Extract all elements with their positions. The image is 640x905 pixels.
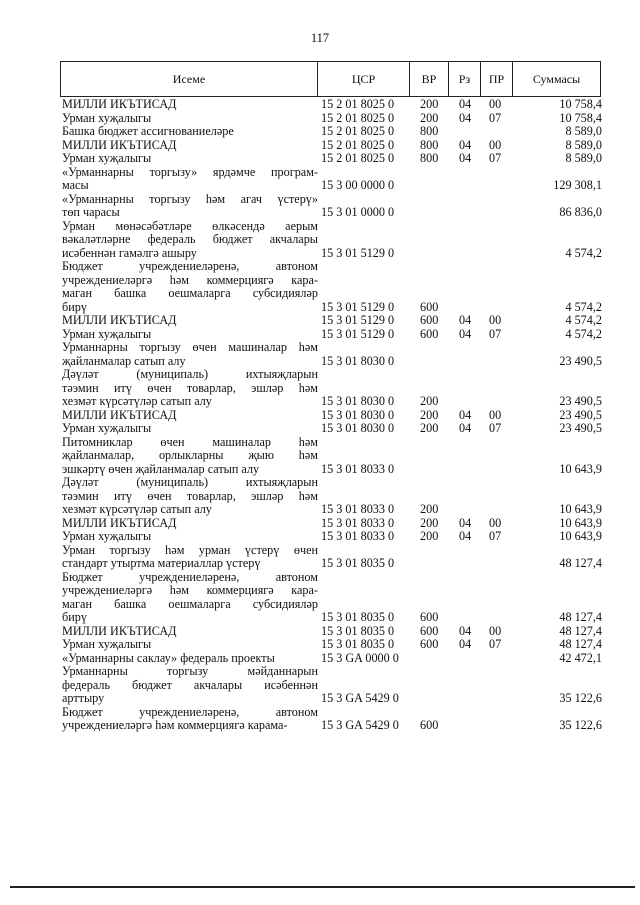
table-row bbox=[62, 476, 602, 517]
row-sum: 23 490,5 bbox=[559, 394, 602, 408]
row-name-line: МИЛЛИ ИКЪТИСАД bbox=[62, 515, 177, 530]
row-name-line: Урманнарны торгызу мәйданнарын bbox=[62, 664, 318, 678]
row-vr: 600 bbox=[420, 299, 439, 314]
table-row bbox=[62, 530, 602, 544]
table-row bbox=[62, 193, 602, 220]
row-name-line: Урман мөнәсәбәтләре өлкәсендә аерым bbox=[62, 218, 318, 233]
row-vr: 600 bbox=[420, 313, 439, 327]
table-row bbox=[62, 98, 602, 112]
row-sum: 4 574,2 bbox=[565, 313, 602, 327]
row-csr: 15 2 01 8025 0 bbox=[321, 151, 395, 165]
table-row bbox=[62, 260, 602, 314]
row-csr: 15 3 01 8035 0 bbox=[321, 610, 395, 624]
row-name-line: Урман хуҗалыгы bbox=[62, 421, 152, 435]
row-name-line: МИЛЛИ ИКЪТИСАД bbox=[62, 97, 177, 111]
row-csr: 15 3 01 8030 0 bbox=[321, 353, 395, 368]
row-name bbox=[62, 368, 318, 409]
row-csr: 15 3 01 8030 0 bbox=[321, 394, 395, 408]
row-name-line: МИЛЛИ ИКЪТИСАД bbox=[62, 407, 177, 422]
row-csr: 15 3 01 8030 0 bbox=[321, 421, 395, 435]
row-name-line: вәкаләтләрне федераль бюджет акчалары bbox=[62, 232, 318, 246]
row-name-line: «Урманнарны саклау» федераль проекты bbox=[62, 650, 275, 665]
row-sum: 8 589,0 bbox=[565, 124, 602, 138]
row-sum: 10 643,9 bbox=[559, 529, 602, 543]
table-row bbox=[62, 544, 602, 571]
row-name-line: хезмәт күрсәтүләр сатып алу bbox=[62, 502, 212, 516]
row-sum: 10 758,4 bbox=[559, 97, 602, 111]
row-name bbox=[62, 517, 318, 531]
table-row bbox=[62, 166, 602, 193]
row-name-line: исәбеннән гамәлгә ашыру bbox=[62, 245, 197, 260]
table-row bbox=[62, 436, 602, 477]
row-name-line: Урман хуҗалыгы bbox=[62, 326, 152, 341]
row-csr: 15 3 01 8033 0 bbox=[321, 502, 395, 516]
row-name-line: җайланмалар сатып алу bbox=[62, 353, 186, 368]
row-name bbox=[62, 571, 318, 625]
row-rz: 04 bbox=[459, 637, 472, 651]
row-csr: 15 3 GA 0000 0 bbox=[321, 650, 399, 665]
row-name bbox=[62, 706, 318, 733]
table-row bbox=[62, 314, 602, 328]
row-pr: 07 bbox=[489, 529, 502, 543]
row-name-line: маган башка оешмаларга субсидияләр bbox=[62, 596, 318, 611]
row-sum: 23 490,5 bbox=[559, 421, 602, 435]
row-sum: 10 643,9 bbox=[559, 461, 602, 476]
row-name bbox=[62, 314, 318, 328]
row-name-line: федераль бюджет акчалары исәбеннән bbox=[62, 677, 318, 692]
row-name-line: «Урманнарны торгызу» ярдәмче програм- bbox=[62, 164, 318, 179]
table-row bbox=[62, 112, 602, 126]
row-vr: 800 bbox=[420, 151, 439, 165]
row-name bbox=[62, 638, 318, 652]
row-name-line: МИЛЛИ ИКЪТИСАД bbox=[62, 313, 177, 327]
row-csr: 15 3 GA 5429 0 bbox=[321, 718, 399, 732]
table-row bbox=[62, 517, 602, 531]
row-csr: 15 3 00 0000 0 bbox=[321, 178, 395, 192]
row-name bbox=[62, 328, 318, 342]
row-sum: 35 122,6 bbox=[559, 691, 602, 705]
row-rz: 04 bbox=[459, 137, 472, 152]
row-csr: 15 2 01 8025 0 bbox=[321, 124, 395, 138]
table-body bbox=[62, 98, 602, 733]
row-name bbox=[62, 665, 318, 706]
row-name-line: «Урманнарны торгызу һәм агач үстерү» bbox=[62, 191, 318, 206]
row-name-line: учреждениеләргә һәм коммерциягә карама- bbox=[62, 718, 288, 732]
row-pr: 07 bbox=[489, 110, 502, 125]
table-row bbox=[62, 638, 602, 652]
row-sum: 48 127,4 bbox=[559, 556, 602, 570]
row-pr: 00 bbox=[489, 623, 502, 638]
page-bottom-rule bbox=[10, 886, 635, 888]
row-name-line: Урманнарны торгызу өчен машиналар һәм bbox=[62, 340, 318, 354]
row-csr: 15 3 01 5129 0 bbox=[321, 313, 395, 327]
header-sum: Суммасы bbox=[512, 62, 600, 96]
header-rz: Рз bbox=[448, 62, 480, 96]
row-name-line: Дәүләт (муниципаль) ихтыяҗларын bbox=[62, 367, 318, 381]
row-name-line: МИЛЛИ ИКЪТИСАД bbox=[62, 137, 177, 152]
row-rz: 04 bbox=[459, 623, 472, 638]
row-vr: 800 bbox=[420, 124, 439, 138]
table-row bbox=[62, 625, 602, 639]
row-csr: 15 2 01 8025 0 bbox=[321, 110, 395, 125]
row-name-line: Урман хуҗалыгы bbox=[62, 637, 152, 651]
row-sum: 10 758,4 bbox=[559, 110, 602, 125]
row-name bbox=[62, 260, 318, 314]
row-csr: 15 3 01 5129 0 bbox=[321, 326, 395, 341]
row-name-line: хезмәт күрсәтүләр сатып алу bbox=[62, 394, 212, 408]
row-pr: 07 bbox=[489, 421, 502, 435]
row-csr: 15 3 01 8035 0 bbox=[321, 556, 395, 570]
row-vr: 600 bbox=[420, 718, 439, 732]
row-pr: 07 bbox=[489, 151, 502, 165]
table-row bbox=[62, 652, 602, 666]
row-name bbox=[62, 112, 318, 126]
row-rz: 04 bbox=[459, 515, 472, 530]
row-name bbox=[62, 125, 318, 139]
table-row bbox=[62, 706, 602, 733]
row-name-line: җайланмалар, орлыкларны җыю һәм bbox=[62, 448, 318, 462]
table-row bbox=[62, 139, 602, 153]
row-name-line: МИЛЛИ ИКЪТИСАД bbox=[62, 623, 177, 638]
row-csr: 15 3 01 8033 0 bbox=[321, 515, 395, 530]
row-name-line: маган башка оешмаларга субсидияләр bbox=[62, 286, 318, 300]
row-sum: 4 574,2 bbox=[565, 299, 602, 314]
table-row bbox=[62, 665, 602, 706]
row-csr: 15 3 GA 5429 0 bbox=[321, 691, 399, 705]
row-sum: 48 127,4 bbox=[559, 610, 602, 624]
row-name-line: Бюджет учреждениеләренә, автоном bbox=[62, 704, 318, 719]
table-row bbox=[62, 341, 602, 368]
header-vr: ВР bbox=[409, 62, 448, 96]
row-csr: 15 3 01 8033 0 bbox=[321, 529, 395, 543]
row-sum: 8 589,0 bbox=[565, 137, 602, 152]
header-pr: ПР bbox=[480, 62, 512, 96]
table-header bbox=[60, 61, 601, 97]
row-name bbox=[62, 220, 318, 261]
row-name bbox=[62, 625, 318, 639]
row-name-line: Урман хуҗалыгы bbox=[62, 151, 152, 165]
row-name-line: стандарт утыртма материаллар үстерү bbox=[62, 556, 261, 570]
row-rz: 04 bbox=[459, 313, 472, 327]
table-row bbox=[62, 409, 602, 423]
row-sum: 10 643,9 bbox=[559, 502, 602, 516]
row-name bbox=[62, 436, 318, 477]
table-row bbox=[62, 125, 602, 139]
row-name bbox=[62, 652, 318, 666]
row-pr: 00 bbox=[489, 313, 502, 327]
row-name bbox=[62, 422, 318, 436]
row-vr: 200 bbox=[420, 97, 439, 111]
row-rz: 04 bbox=[459, 97, 472, 111]
row-pr: 00 bbox=[489, 515, 502, 530]
table-row bbox=[62, 422, 602, 436]
row-sum: 35 122,6 bbox=[559, 718, 602, 732]
header-name: Исеме bbox=[172, 71, 206, 86]
row-sum: 23 490,5 bbox=[559, 353, 602, 368]
row-sum: 48 127,4 bbox=[559, 623, 602, 638]
row-rz: 04 bbox=[459, 421, 472, 435]
row-csr: 15 3 01 5129 0 bbox=[321, 245, 395, 260]
row-name bbox=[62, 139, 318, 153]
row-name-line: учреждениеләргә һәм коммерциягә кара- bbox=[62, 272, 318, 287]
row-name-line: тәэмин итү өчен товарлар, эшләр һәм bbox=[62, 380, 318, 395]
table-row bbox=[62, 571, 602, 625]
row-name-line: бирү bbox=[62, 299, 87, 314]
row-vr: 600 bbox=[420, 610, 439, 624]
row-sum: 86 836,0 bbox=[559, 205, 602, 219]
row-vr: 200 bbox=[420, 502, 439, 516]
row-vr: 600 bbox=[420, 623, 439, 638]
row-name bbox=[62, 476, 318, 517]
row-rz: 04 bbox=[459, 529, 472, 543]
row-vr: 200 bbox=[420, 110, 439, 125]
row-name-line: учреждениеләргә һәм коммерциягә кара- bbox=[62, 583, 318, 597]
header-csr: ЦСР bbox=[317, 62, 409, 96]
row-sum: 4 574,2 bbox=[565, 245, 602, 260]
table-row bbox=[62, 328, 602, 342]
row-csr: 15 3 01 8035 0 bbox=[321, 637, 395, 651]
row-name-line: Урман торгызу һәм урман үстерү өчен bbox=[62, 542, 318, 557]
row-name-line: Урман хуҗалыгы bbox=[62, 110, 152, 125]
table-row bbox=[62, 368, 602, 409]
row-name bbox=[62, 530, 318, 544]
row-name bbox=[62, 98, 318, 112]
row-sum: 42 472,1 bbox=[559, 650, 602, 665]
row-name bbox=[62, 544, 318, 571]
row-pr: 07 bbox=[489, 637, 502, 651]
row-vr: 800 bbox=[420, 137, 439, 152]
row-pr: 00 bbox=[489, 137, 502, 152]
row-csr: 15 2 01 8025 0 bbox=[321, 97, 395, 111]
row-csr: 15 3 01 8030 0 bbox=[321, 407, 395, 422]
table-row bbox=[62, 220, 602, 261]
row-rz: 04 bbox=[459, 407, 472, 422]
row-sum: 48 127,4 bbox=[559, 637, 602, 651]
row-vr: 600 bbox=[420, 326, 439, 341]
row-rz: 04 bbox=[459, 110, 472, 125]
row-sum: 10 643,9 bbox=[559, 515, 602, 530]
row-sum: 4 574,2 bbox=[565, 326, 602, 341]
row-pr: 00 bbox=[489, 97, 502, 111]
row-pr: 00 bbox=[489, 407, 502, 422]
row-vr: 200 bbox=[420, 529, 439, 543]
row-csr: 15 3 01 5129 0 bbox=[321, 299, 395, 314]
row-name bbox=[62, 166, 318, 193]
row-name-line: Бюджет учреждениеләренә, автоном bbox=[62, 569, 318, 584]
table-row bbox=[62, 152, 602, 166]
row-name-line: арттыру bbox=[62, 691, 105, 705]
row-name-line: Урман хуҗалыгы bbox=[62, 529, 152, 543]
row-sum: 23 490,5 bbox=[559, 407, 602, 422]
row-vr: 200 bbox=[420, 394, 439, 408]
row-sum: 8 589,0 bbox=[565, 151, 602, 165]
row-name-line: масы bbox=[62, 178, 89, 192]
row-pr: 07 bbox=[489, 326, 502, 341]
row-name-line: Бюджет учреждениеләренә, автоном bbox=[62, 259, 318, 273]
row-csr: 15 3 01 0000 0 bbox=[321, 205, 395, 219]
page-number: 117 bbox=[310, 31, 330, 45]
row-sum: 129 308,1 bbox=[553, 178, 602, 192]
row-vr: 200 bbox=[420, 421, 439, 435]
row-name bbox=[62, 341, 318, 368]
row-name-line: Питомниклар өчен машиналар һәм bbox=[62, 434, 318, 449]
row-name bbox=[62, 193, 318, 220]
row-vr: 600 bbox=[420, 637, 439, 651]
row-csr: 15 3 01 8033 0 bbox=[321, 461, 395, 476]
row-name-line: эшкәртү өчен җайланмалар сатып алу bbox=[62, 461, 260, 476]
row-csr: 15 2 01 8025 0 bbox=[321, 137, 395, 152]
row-name-line: тәэмин итү өчен товарлар, эшләр һәм bbox=[62, 488, 318, 503]
row-name-line: төп чарасы bbox=[62, 205, 120, 219]
row-name bbox=[62, 152, 318, 166]
row-csr: 15 3 01 8035 0 bbox=[321, 623, 395, 638]
row-name bbox=[62, 409, 318, 423]
row-rz: 04 bbox=[459, 326, 472, 341]
row-vr: 200 bbox=[420, 407, 439, 422]
row-vr: 200 bbox=[420, 515, 439, 530]
row-rz: 04 bbox=[459, 151, 472, 165]
row-name-line: Дәүләт (муниципаль) ихтыяҗларын bbox=[62, 475, 318, 489]
row-name-line: Башка бюджет ассигнованиеләре bbox=[62, 124, 234, 138]
row-name-line: бирү bbox=[62, 610, 87, 624]
